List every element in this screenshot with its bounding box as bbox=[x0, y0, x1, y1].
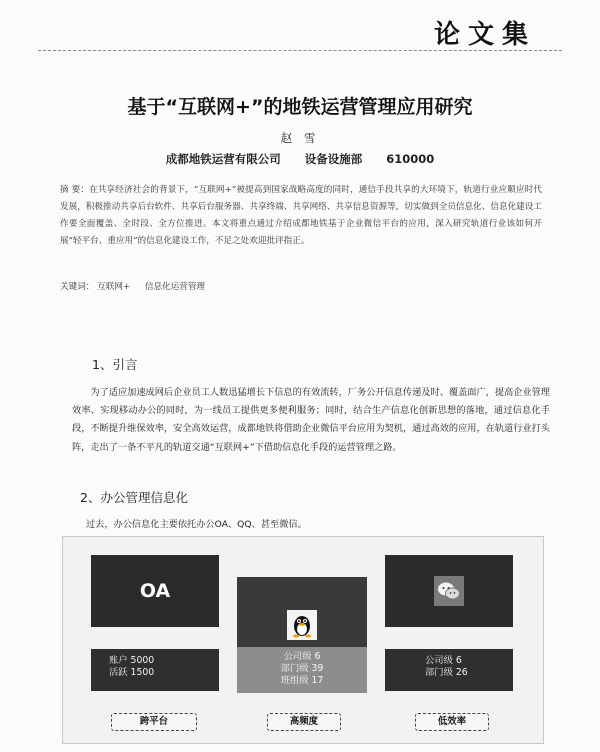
qq-stats-panel bbox=[237, 647, 367, 693]
wechat-stats-panel bbox=[385, 649, 513, 691]
section-heading: 1、引言 bbox=[92, 357, 138, 372]
article-title: 基于“互联网+”的地铁运营管理应用研究 bbox=[127, 96, 473, 118]
author-affiliation bbox=[0, 151, 600, 167]
stat-line: 账户 5000 bbox=[109, 655, 155, 666]
article-author: 赵 雪 bbox=[280, 131, 320, 145]
stat-line: 公司级 6 bbox=[425, 655, 462, 666]
section-paragraph: 过去，办公信息化主要依托办公OA、QQ、甚至微信。 bbox=[86, 519, 307, 530]
stat-line: 班组级 17 bbox=[280, 675, 324, 686]
oa-logo-icon bbox=[91, 555, 219, 627]
affiliation-department: 设备设施部 bbox=[304, 152, 363, 166]
keywords-label: 关键词： bbox=[60, 282, 95, 292]
stat-line: 公司级 6 bbox=[283, 651, 321, 662]
tag-low-efficiency: 低效率 bbox=[415, 713, 489, 731]
header-divider bbox=[38, 50, 562, 51]
qq-penguin-icon bbox=[287, 610, 317, 640]
keyword: 互联网+ bbox=[97, 282, 131, 292]
section-heading: 2、办公管理信息化 bbox=[80, 490, 188, 505]
affiliation-postcode: 610000 bbox=[386, 152, 435, 166]
stat-line: 部门级 26 bbox=[425, 667, 468, 678]
figure-office-tools bbox=[62, 536, 544, 744]
article-abstract: 摘 要：在共享经济社会的背景下，“互联网+”被提高到国家战略高度的同时，通信手段共享的大环境下，轨道行业应顺应时代发展，积极推动共享后台软件、共享后台服务器、共享终端、共享网络、共享信息资源等，切实做到全员信息化、信息化建设工作要全面覆盖、全时段、全方位推进。本文将重点通过介绍成都地铁基于企业微信平台的应用，深入研究轨道行业该如何开展“轻平台、重应用”的信息化建设工作，不足之处欢迎批评指正。 bbox=[60, 185, 542, 246]
oa-logo-text: OA bbox=[139, 580, 171, 602]
article-keywords bbox=[60, 280, 542, 292]
wechat-chat-icon bbox=[434, 576, 464, 606]
section-paragraph: 为了适应加速成网后企业员工人数迅猛增长下信息的有效流转，厂务公开信息传递及时、覆盖面广，提高企业管理效率、实现移动办公的同时，为一线员工提供更多便利服务；同时，结合生产信息化创新思想的落地，通过信息化手段，不断提升维保效率，安全高效运营，成都地铁将借助企业微信平台应用为契机，通过高效的应用，在轨道行业打头阵，走出了一条不平凡的轨道交通“互联网+”下借助信息化手段的运营管理之路。 bbox=[72, 387, 550, 453]
stat-line: 活跃 1500 bbox=[109, 667, 155, 678]
oa-stats-panel bbox=[91, 649, 219, 691]
journal-section-label: 论文集 bbox=[433, 20, 536, 50]
keyword: 信息化运营管理 bbox=[144, 282, 206, 292]
tag-high-frequency: 高频度 bbox=[267, 713, 341, 731]
wechat-panel bbox=[385, 555, 513, 627]
affiliation-company: 成都地铁运营有限公司 bbox=[165, 152, 281, 166]
stat-line: 部门级 39 bbox=[280, 663, 324, 674]
tag-cross-platform: 跨平台 bbox=[111, 713, 197, 731]
